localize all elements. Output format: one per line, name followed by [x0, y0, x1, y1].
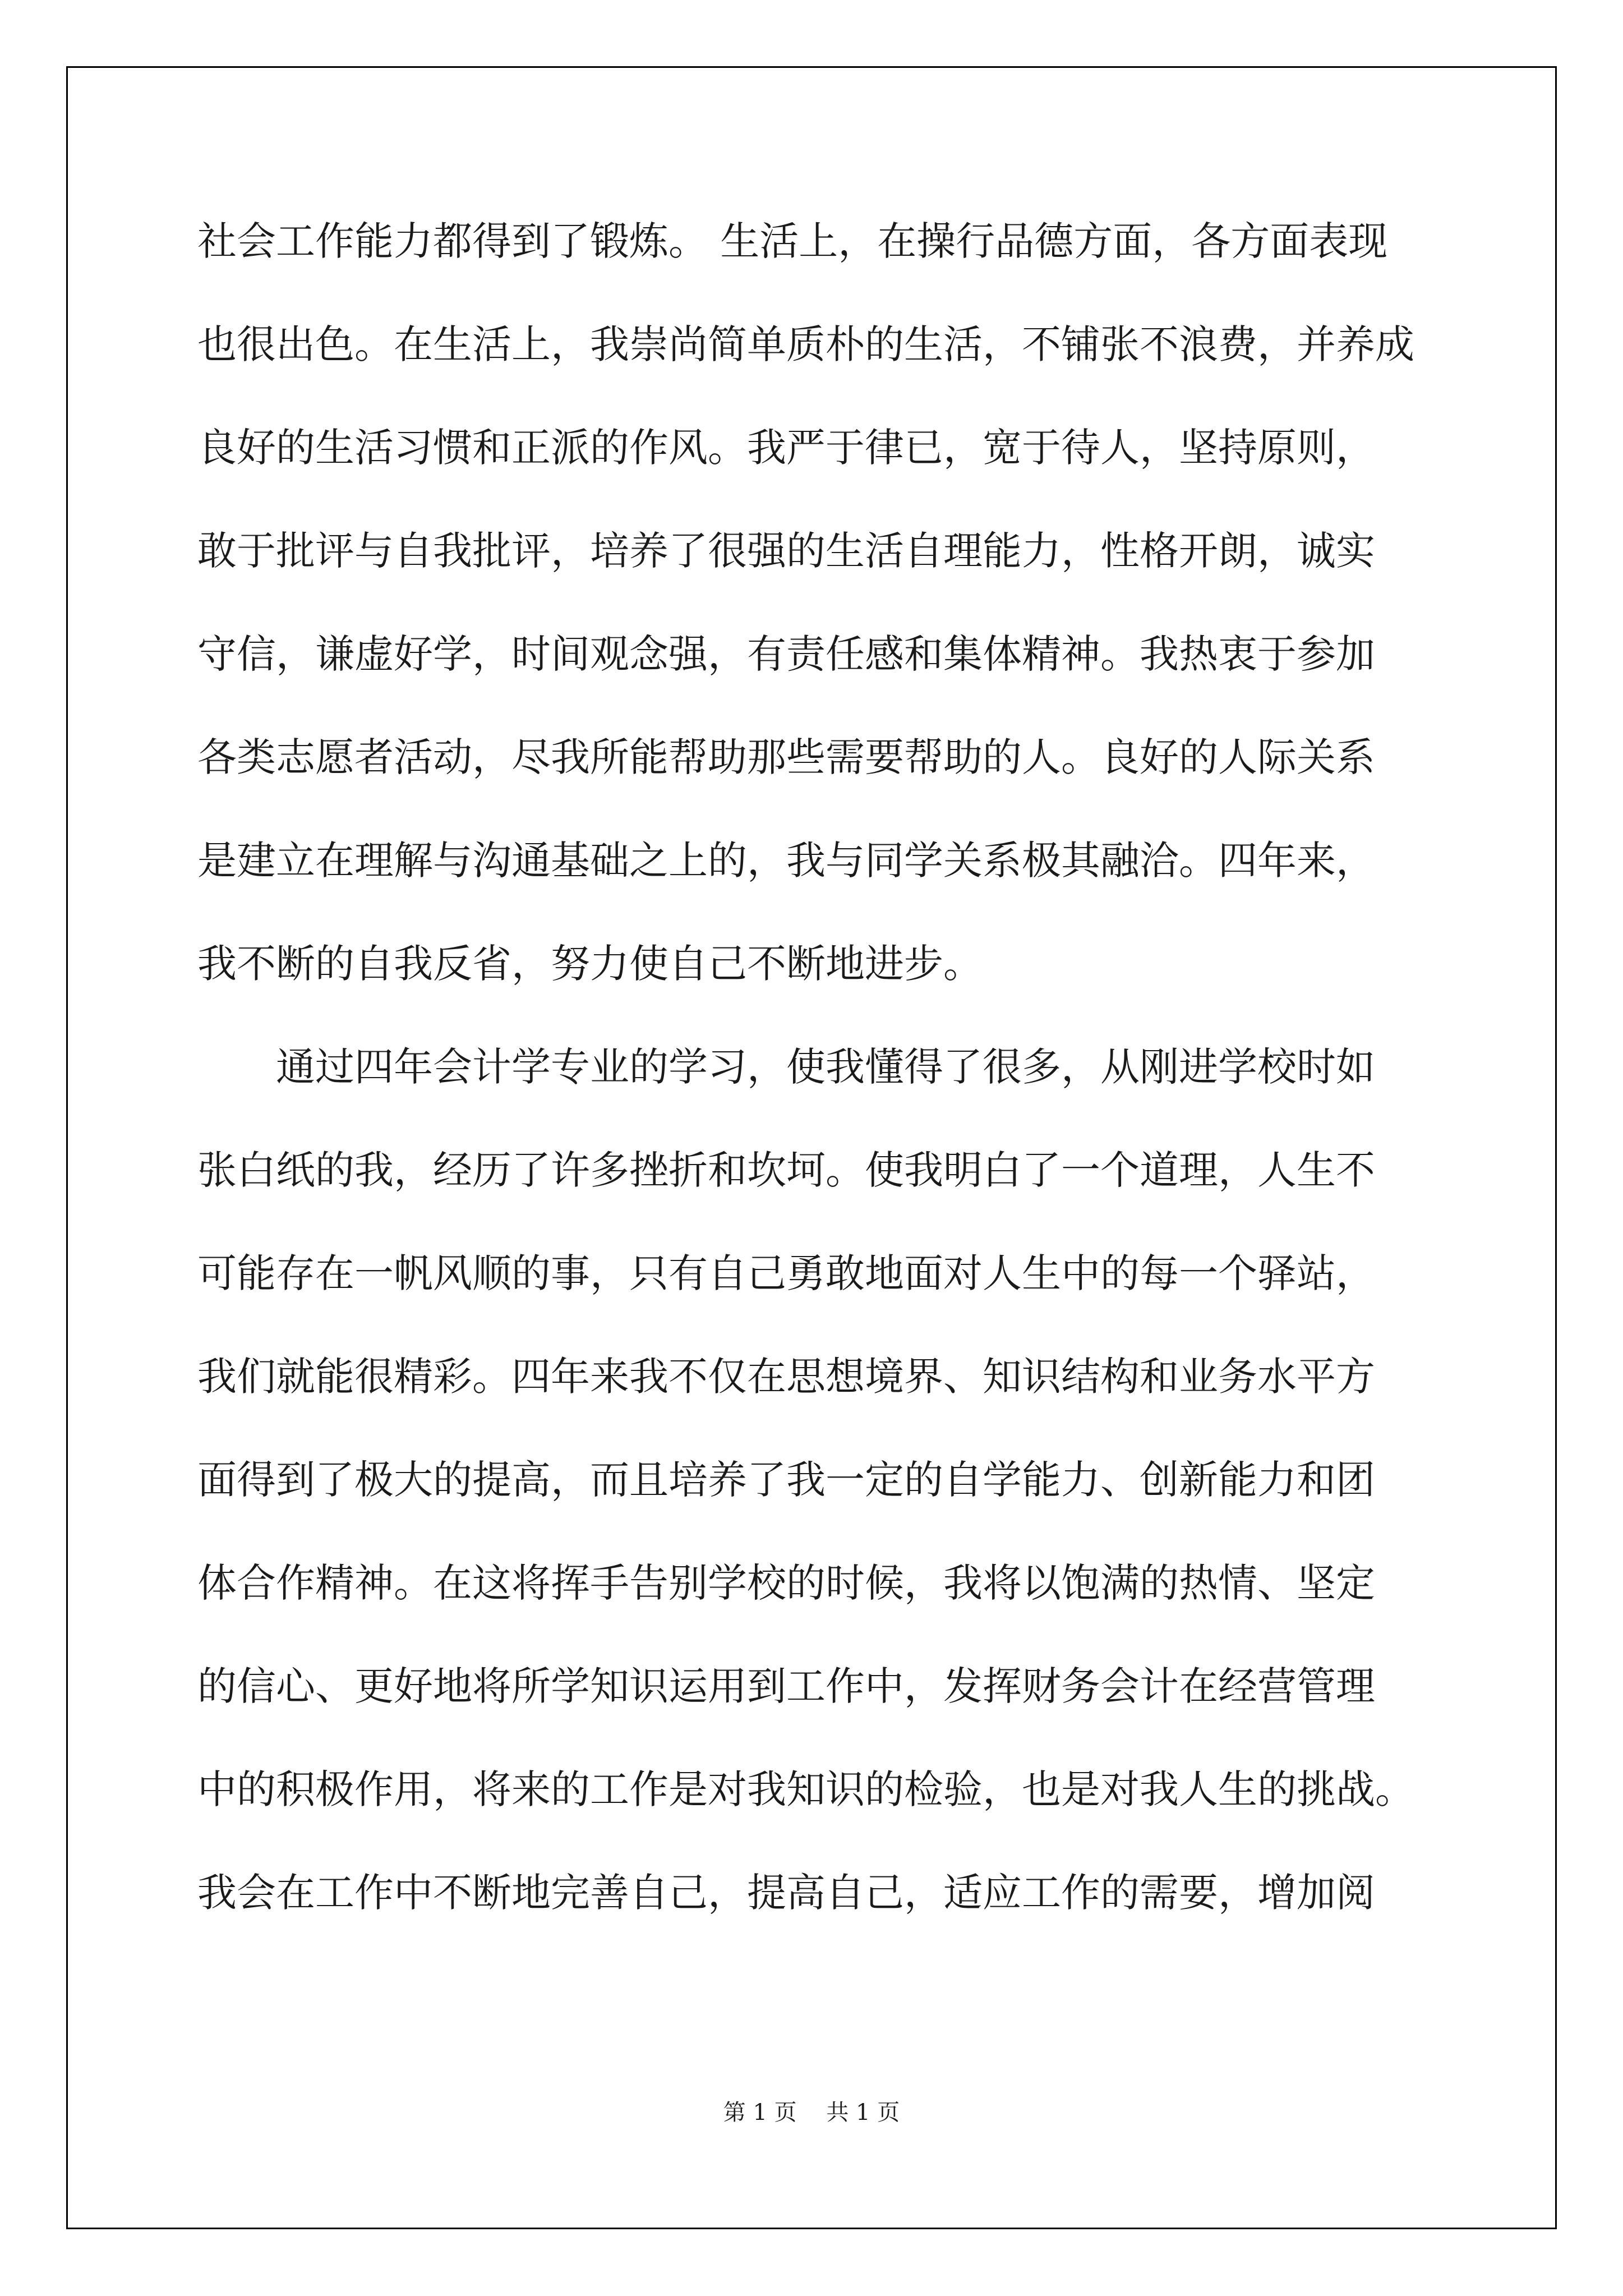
text-line-14: 体合作精神。在这将挥手告别学校的时候，我将以饱满的热情、坚定	[197, 1560, 1375, 1606]
text-line-13: 面得到了极大的提高，而且培养了我一定的自学能力、创新能力和团	[197, 1457, 1375, 1503]
text-line-9: 通过四年会计学专业的学习，使我懂得了很多，从刚进学校时如	[197, 1044, 1375, 1090]
text-line-7: 是建立在理解与沟通基础之上的，我与同学关系极其融洽。四年来，	[197, 838, 1375, 884]
text-line-2: 也很出色。在生活上，我崇尚简单质朴的生活，不铺张不浪费，并养成	[197, 321, 1414, 367]
document-body	[197, 218, 1442, 1976]
text-line-16: 中的积极作用，将来的工作是对我知识的检验，也是对我人生的挑战。	[197, 1766, 1414, 1812]
text-line-1: 社会工作能力都得到了锻炼。 生活上，在操行品德方面，各方面表现	[197, 218, 1388, 264]
text-line-5: 守信，谦虚好学，时间观念强，有责任感和集体精神。我热衷于参加	[197, 631, 1375, 677]
text-line-8: 我不断的自我反省，努力使自己不断地进步。	[197, 941, 983, 987]
text-line-4: 敢于批评与自我批评，培养了很强的生活自理能力，性格开朗，诚实	[197, 528, 1375, 574]
text-line-17: 我会在工作中不断地完善自己，提高自己，适应工作的需要，增加阅	[197, 1870, 1375, 1916]
text-line-6: 各类志愿者活动，尽我所能帮助那些需要帮助的人。良好的人际关系	[197, 734, 1375, 780]
text-line-15: 的信心、更好地将所学知识运用到工作中，发挥财务会计在经营管理	[197, 1663, 1375, 1709]
page-footer: 第 1 页 共 1 页	[723, 2100, 900, 2125]
text-line-11: 可能存在一帆风顺的事，只有自己勇敢地面对人生中的每一个驿站，	[197, 1250, 1375, 1296]
text-line-10: 张白纸的我，经历了许多挫折和坎坷。使我明白了一个道理，人生不	[197, 1147, 1375, 1193]
text-line-3: 良好的生活习惯和正派的作风。我严于律已，宽于待人，坚持原则，	[197, 425, 1375, 471]
text-line-12: 我们就能很精彩。四年来我不仅在思想境界、知识结构和业务水平方	[197, 1354, 1375, 1400]
